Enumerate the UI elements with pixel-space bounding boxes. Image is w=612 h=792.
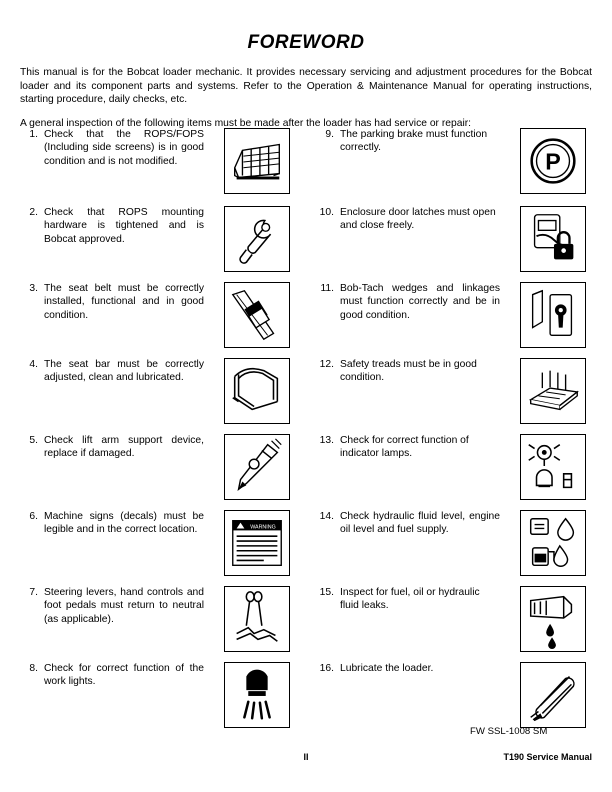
intro-paragraph-1: This manual is for the Bobcat loader mechanic. It provides necessary servicing and adjustment procedures for the Bobcat loader and its component parts and systems. Refer to the Operation & Maintenance Manual for operating instructions, starting procedure, daily checks, etc. <box>20 67 592 105</box>
item-number: 14. <box>319 511 334 522</box>
item-text: Bob-Tach wedges and linkages must function correctly and be in good condition. <box>340 283 500 321</box>
list-item <box>20 586 290 660</box>
item-number: 3. <box>29 283 38 294</box>
item-text: Enclosure door latches must open and close freely. <box>340 207 496 232</box>
item-number: 11. <box>320 283 334 294</box>
list-item <box>20 662 290 736</box>
item-number: 4. <box>29 359 38 370</box>
item-text: The seat bar must be correctly adjusted, clean and lubricated. <box>44 359 204 384</box>
grease-gun-icon <box>520 662 586 728</box>
item-number: 1. <box>29 129 38 140</box>
page-number: II <box>303 752 309 762</box>
safety-tread-icon <box>520 358 586 424</box>
door-latch-lock-icon <box>520 206 586 272</box>
item-text: Check lift arm support device, replace if damaged. <box>44 435 204 460</box>
item-number: 12. <box>319 359 334 370</box>
checklist-right-column <box>316 128 586 738</box>
fluid-leak-icon <box>520 586 586 652</box>
steering-levers-icon <box>224 586 290 652</box>
list-item <box>20 206 290 280</box>
item-text: The parking brake must function correctly. <box>340 129 488 154</box>
fluids-check-icon <box>520 510 586 576</box>
list-item <box>316 510 586 584</box>
item-number: 6. <box>29 511 38 522</box>
item-number: 13. <box>319 435 334 446</box>
footer-manual-name: T190 Service Manual <box>503 752 592 762</box>
list-item <box>316 282 586 356</box>
item-text: Inspect for fuel, oil or hydraulic fluid leaks. <box>340 587 480 612</box>
item-text: Check that the ROPS/FOPS (Including side screens) is in good condition and is not modified. <box>44 129 204 167</box>
list-item <box>20 510 290 584</box>
list-item <box>316 358 586 432</box>
item-number: 8. <box>29 663 38 674</box>
list-item <box>316 662 586 736</box>
checklist-left-column <box>20 128 290 738</box>
intro-block <box>20 66 592 130</box>
parking-brake-icon <box>520 128 586 194</box>
svg-text:P: P <box>545 148 561 175</box>
svg-text:WARNING: WARNING <box>250 524 276 531</box>
work-light-icon <box>224 662 290 728</box>
list-item <box>20 434 290 508</box>
seat-bar-icon <box>224 358 290 424</box>
seat-belt-icon <box>224 282 290 348</box>
list-item <box>316 128 586 204</box>
item-number: 5. <box>29 435 38 446</box>
item-text: Check for correct function of the work lights. <box>44 663 204 688</box>
item-text: Check for correct function of indicator lamps. <box>340 435 469 460</box>
item-text: Check that ROPS mounting hardware is tightened and is Bobcat approved. <box>44 207 204 245</box>
item-text: Safety treads must be in good condition. <box>340 359 477 384</box>
item-text: Check hydraulic fluid level, engine oil level and fuel supply. <box>340 511 500 536</box>
list-item <box>20 282 290 356</box>
item-number: 10. <box>319 207 334 218</box>
list-item <box>316 206 586 280</box>
item-text: Machine signs (decals) must be legible and in the correct location. <box>44 511 204 536</box>
lift-arm-support-icon <box>224 434 290 500</box>
list-item <box>316 586 586 660</box>
item-number: 15. <box>319 587 334 598</box>
footnote: FW SSL-1008 SM <box>470 726 548 737</box>
item-text: Lubricate the loader. <box>340 663 434 674</box>
item-number: 9. <box>325 129 334 140</box>
item-text: Steering levers, hand controls and foot pedals must return to neutral (as applicable). <box>44 587 204 625</box>
wrench-bolt-icon <box>224 206 290 272</box>
item-number: 16. <box>319 663 334 674</box>
bobtach-wedge-icon <box>520 282 586 348</box>
indicator-lamps-icon <box>520 434 586 500</box>
intro-paragraph-2: A general inspection of the following items must be made after the loader has had service or repair: <box>20 117 472 129</box>
list-item <box>20 358 290 432</box>
item-number: 2. <box>29 207 38 218</box>
list-item <box>20 128 290 204</box>
item-text: The seat belt must be correctly installed, functional and in good condition. <box>44 283 204 321</box>
rops-cab-icon <box>224 128 290 194</box>
item-number: 7. <box>29 587 38 598</box>
list-item <box>316 434 586 508</box>
page-title: FOREWORD <box>247 32 365 53</box>
warning-decal-icon <box>224 510 290 576</box>
